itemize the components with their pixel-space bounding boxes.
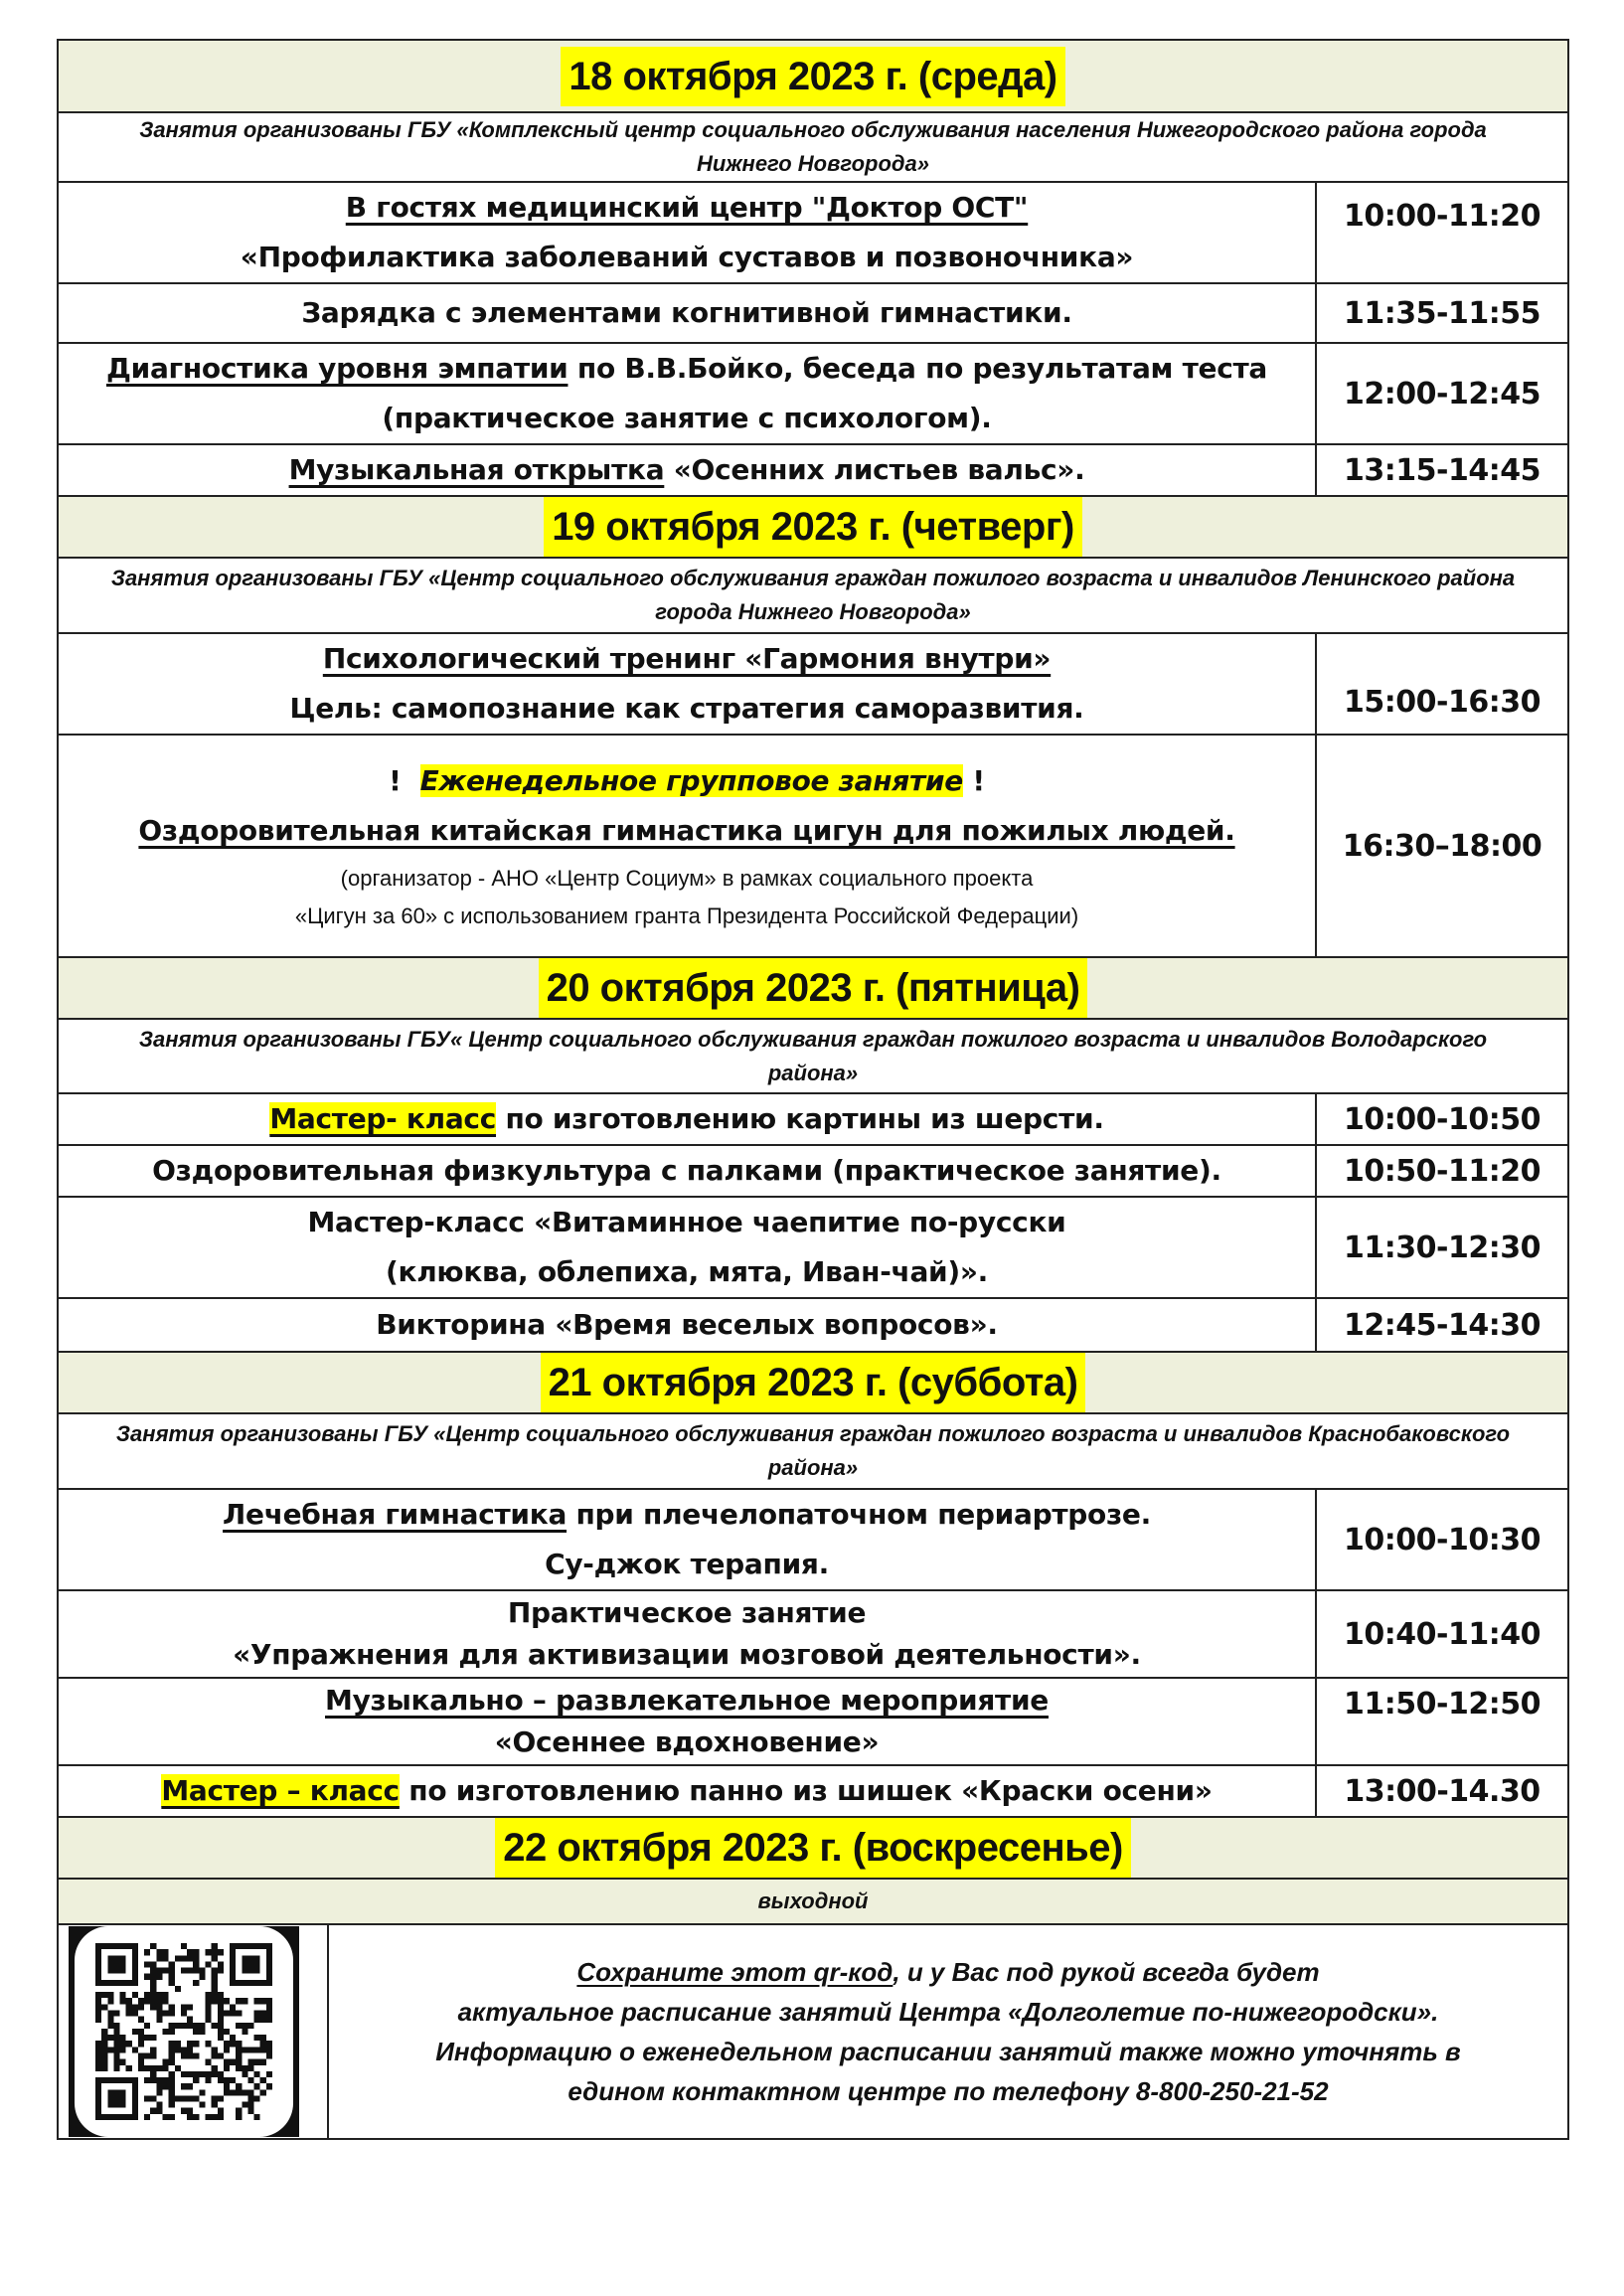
organizer-text: Занятия организованы ГБУ «Центр социального обслуживания граждан пожилого возраста и инвалидов Краснобаковского района» <box>115 1421 1511 1480</box>
activity-text: Зарядка с элементами когнитивной гимнастики. <box>301 296 1072 329</box>
activity-description: «Осенних листьев вальс». <box>664 453 1085 486</box>
day-date: 21 октября 2023 г. (суббота) <box>541 1353 1086 1412</box>
schedule-table <box>57 39 1569 2140</box>
footer-phone-line: едином контактном центре по телефону 8-800-250-21-52 <box>568 2076 1329 2106</box>
activity-subtitle: Цель: самопознание как стратегия саморазвития. <box>289 692 1084 725</box>
day-date: 20 октября 2023 г. (пятница) <box>539 958 1088 1018</box>
activity-time: 10:00-10:30 <box>1316 1489 1568 1590</box>
organizer-text: Занятия организованы ГБУ« Центр социального обслуживания граждан пожилого возраста и инвалидов Володарского района» <box>138 1026 1488 1085</box>
day-date: 22 октября 2023 г. (воскресенье) <box>495 1818 1131 1878</box>
activity-title: В гостях медицинский центр "Доктор ОСТ" <box>345 191 1029 224</box>
activity-text <box>59 756 1315 856</box>
day-header-row <box>58 957 1568 1019</box>
footer-row <box>58 1924 1568 2139</box>
day-off-row <box>58 1879 1568 1924</box>
activity-title: Оздоровительная китайская гимнастика цигун для пожилых людей. <box>138 814 1235 847</box>
day-date: 18 октября 2023 г. (среда) <box>561 47 1064 106</box>
activity-time: 11:35-11:55 <box>1316 283 1568 343</box>
activity-description: по изготовлению панно из шишек «Краски осени» <box>399 1774 1213 1807</box>
activity-title: Музыкально – развлекательное мероприятие <box>325 1684 1049 1717</box>
activity-description: при плечелопаточном периартрозе. <box>567 1498 1151 1531</box>
organizer-row <box>58 1413 1568 1489</box>
activity-title: Лечебная гимнастика <box>223 1498 568 1531</box>
activity-note <box>59 860 1315 935</box>
qr-code-icon[interactable] <box>95 1943 272 2120</box>
activity-row <box>58 182 1568 283</box>
organizer-row <box>58 558 1568 633</box>
organizer-text: Занятия организованы ГБУ «Комплексный центр социального обслуживания населения Нижегородского района города Нижнего Новгорода» <box>139 117 1487 176</box>
footer-line: актуальное расписание занятий Центра «Долголетие по-нижегородски». <box>457 1997 1439 2027</box>
footer-info <box>329 1925 1567 2138</box>
footer-text <box>406 1952 1491 2111</box>
activity-row <box>58 1489 1568 1590</box>
activity-time: 16:30–18:00 <box>1316 735 1568 957</box>
organizer-row <box>58 112 1568 182</box>
activity-row <box>58 1678 1568 1765</box>
qr-cell <box>59 1925 329 2138</box>
note-line: (организатор - АНО «Центр Социум» в рамках социального проекта <box>340 866 1034 891</box>
footer-line: , и у Вас под рукой всегда будет <box>893 1957 1320 1987</box>
day-header-row <box>58 40 1568 112</box>
badge-prefix: ! <box>389 764 402 797</box>
activity-text <box>59 1490 1315 1589</box>
activity-time: 10:00-10:50 <box>1316 1093 1568 1145</box>
activity-row <box>58 1298 1568 1352</box>
activity-time: 11:50-12:50 <box>1316 1678 1568 1765</box>
activity-row <box>58 1590 1568 1678</box>
activity-text <box>59 1766 1315 1816</box>
activity-text <box>59 1680 1315 1763</box>
activity-time: 13:15-14:45 <box>1316 444 1568 496</box>
activity-row <box>58 1765 1568 1817</box>
day-date: 19 октября 2023 г. (четверг) <box>544 497 1082 557</box>
activity-description: по В.В.Бойко, беседа по результатам теста (практическое занятие с психологом). <box>382 352 1268 434</box>
organizer-text: Занятия организованы ГБУ «Центр социального обслуживания граждан пожилого возраста и инвалидов Ленинского района города Нижнего Новгорода» <box>110 566 1516 624</box>
activity-description: по изготовлению картины из шерсти. <box>496 1102 1104 1135</box>
activity-text <box>59 344 1315 443</box>
activity-time: 11:30-12:30 <box>1316 1197 1568 1298</box>
activity-line: Мастер-класс «Витаминное чаепитие по-русски <box>307 1206 1066 1238</box>
activity-time: 10:00-11:20 <box>1316 182 1568 283</box>
activity-row <box>58 735 1568 957</box>
activity-time: 15:00-16:30 <box>1316 633 1568 735</box>
badge-suffix: ! <box>972 764 985 797</box>
activity-time: 12:00-12:45 <box>1316 343 1568 444</box>
footer-line: Информацию о еженедельном расписании занятий также можно уточнять в <box>435 2037 1461 2066</box>
activity-highlight: Мастер- класс <box>269 1102 497 1135</box>
activity-text <box>59 1198 1315 1297</box>
activity-line: Су-джок терапия. <box>545 1548 829 1580</box>
activity-text <box>59 183 1315 282</box>
activity-line: «Упражнения для активизации мозговой деятельности». <box>233 1638 1141 1671</box>
note-line: «Цигун за 60» с использованием гранта Президента Российской Федерации) <box>294 903 1079 928</box>
activity-title: Музыкальная открытка <box>288 453 665 486</box>
day-header-row <box>58 496 1568 558</box>
day-off-label: выходной <box>757 1888 869 1913</box>
qr-frame <box>69 1926 299 2137</box>
organizer-row <box>58 1019 1568 1093</box>
activity-line: (клюква, облепиха, мята, Иван-чай)». <box>386 1255 988 1288</box>
weekly-badge: Еженедельное групповое занятие <box>419 764 963 797</box>
activity-time: 10:40-11:40 <box>1316 1590 1568 1678</box>
activity-text: Викторина «Время веселых вопросов». <box>376 1308 998 1341</box>
save-qr-link[interactable]: Сохраните этот qr-код <box>576 1957 893 1987</box>
activity-row <box>58 1197 1568 1298</box>
activity-time: 10:50-11:20 <box>1316 1145 1568 1197</box>
activity-row <box>58 1093 1568 1145</box>
activity-subtitle: «Профилактика заболеваний суставов и позвоночника» <box>240 241 1134 273</box>
activity-title: Психологический тренинг «Гармония внутри» <box>322 642 1052 675</box>
activity-text <box>59 634 1315 734</box>
schedule-page <box>57 39 1567 2140</box>
activity-row <box>58 444 1568 496</box>
activity-text <box>59 445 1315 495</box>
activity-text <box>59 1094 1315 1144</box>
activity-title: Диагностика уровня эмпатии <box>105 352 568 385</box>
activity-row <box>58 343 1568 444</box>
day-header-row <box>58 1817 1568 1879</box>
day-header-row <box>58 1352 1568 1413</box>
activity-line: Практическое занятие <box>507 1596 867 1629</box>
activity-text <box>59 1592 1315 1676</box>
activity-row <box>58 283 1568 343</box>
activity-time: 13:00-14.30 <box>1316 1765 1568 1817</box>
activity-row <box>58 633 1568 735</box>
activity-text: Оздоровительная физкультура с палками (практическое занятие). <box>152 1154 1221 1187</box>
activity-time: 12:45-14:30 <box>1316 1298 1568 1352</box>
activity-highlight: Мастер – класс <box>161 1774 400 1807</box>
activity-row <box>58 1145 1568 1197</box>
activity-subtitle: «Осеннее вдохновение» <box>494 1725 880 1758</box>
